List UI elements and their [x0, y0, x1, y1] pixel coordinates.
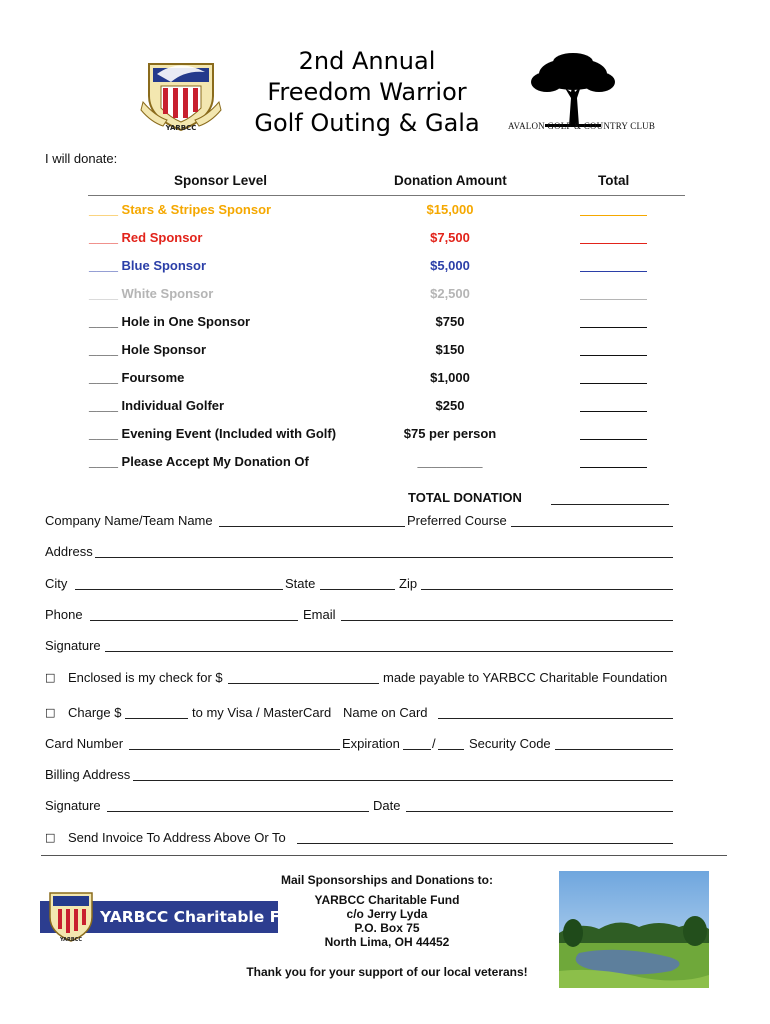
invoice-row — [45, 830, 675, 848]
charge-card-text: to my Visa / MasterCard — [192, 705, 332, 720]
name-on-card-label: Name on Card — [343, 705, 428, 720]
card-number-label: Card Number — [45, 736, 124, 751]
row-total-field[interactable] — [580, 258, 647, 272]
header-sponsor-level: Sponsor Level — [174, 173, 268, 188]
fund-crest-text: YARBCC — [59, 937, 83, 943]
billing-row — [45, 767, 675, 785]
city-label: City — [45, 576, 68, 591]
title-line: Freedom Warrior — [267, 78, 467, 106]
footer-divider — [41, 855, 727, 856]
total-donation-field[interactable] — [551, 491, 669, 505]
row-total-field[interactable] — [580, 370, 647, 384]
sponsor-level-label[interactable]: ____ Please Accept My Donation Of — [89, 454, 309, 469]
security-code-label: Security Code — [469, 736, 551, 751]
donation-amount: $250 — [435, 398, 465, 413]
sponsor-level-label[interactable]: ____ Blue Sponsor — [89, 258, 207, 273]
date-field[interactable] — [406, 811, 673, 812]
email-label: Email — [303, 607, 336, 622]
sponsor-row — [89, 342, 679, 360]
state-label: State — [285, 576, 316, 591]
check-label: Enclosed is my check for $ — [68, 670, 223, 685]
donation-amount: $5,000 — [430, 258, 470, 273]
state-field[interactable] — [320, 589, 395, 590]
row-total-field[interactable] — [580, 230, 647, 244]
billing-address-label: Billing Address — [45, 767, 131, 782]
invoice-checkbox[interactable]: □ — [45, 831, 56, 844]
city-state-zip-row — [45, 576, 675, 594]
signature-field[interactable] — [105, 651, 673, 652]
signature-2-field[interactable] — [107, 811, 369, 812]
sponsor-level-label[interactable]: ____ Hole Sponsor — [89, 342, 207, 357]
donation-amount: $75 per person — [403, 426, 497, 441]
company-course-row — [45, 513, 675, 531]
sponsor-row — [89, 370, 679, 388]
row-total-field[interactable] — [580, 454, 647, 468]
company-name-field[interactable] — [219, 526, 405, 527]
row-total-field[interactable] — [580, 398, 647, 412]
donation-amount: $750 — [435, 314, 465, 329]
sponsor-level-label[interactable]: ____ White Sponsor — [89, 286, 214, 301]
thanks-text: Thank you for your support of our local veterans! — [246, 965, 528, 979]
sponsor-row — [89, 230, 679, 248]
intro-text: I will donate: — [45, 151, 118, 166]
club-name: AVALON GOLF & COUNTRY CLUB — [508, 121, 656, 131]
address-label: Address — [45, 544, 93, 559]
donation-amount: $7,500 — [430, 230, 470, 245]
security-code-field[interactable] — [555, 749, 673, 750]
donation-amount: $150 — [435, 342, 465, 357]
oak-tree-logo — [525, 52, 621, 128]
sponsor-level-label[interactable]: ____ Evening Event (Included with Golf) — [89, 426, 337, 441]
preferred-course-label: Preferred Course — [407, 513, 507, 528]
mail-heading: Mail Sponsorships and Donations to: — [280, 873, 493, 887]
header-donation-amount: Donation Amount — [394, 173, 507, 188]
mail-address-line: c/o Jerry Lyda — [346, 907, 428, 921]
zip-label: Zip — [399, 576, 418, 591]
yarbcc-crest-logo — [141, 52, 221, 134]
city-field[interactable] — [75, 589, 283, 590]
donation-amount: $2,500 — [430, 286, 470, 301]
mail-address-line: YARBCC Charitable Fund — [314, 893, 460, 907]
expiration-month-field[interactable] — [403, 749, 431, 750]
sponsor-level-label[interactable]: ____ Foursome — [89, 370, 185, 385]
title-line: Golf Outing & Gala — [254, 109, 480, 137]
header-total: Total — [598, 173, 630, 188]
sponsor-row — [89, 202, 679, 220]
sponsor-row — [89, 258, 679, 276]
zip-field[interactable] — [421, 589, 673, 590]
billing-address-field[interactable] — [133, 780, 673, 781]
row-total-field[interactable] — [580, 314, 647, 328]
crest-text: YARBCC — [165, 124, 197, 132]
sponsor-row — [89, 398, 679, 416]
charge-row — [45, 705, 675, 723]
mail-address-line: North Lima, OH 44452 — [324, 935, 450, 949]
phone-field[interactable] — [90, 620, 298, 621]
sponsor-row — [89, 314, 679, 332]
header-divider — [88, 195, 685, 196]
name-on-card-field[interactable] — [438, 718, 673, 719]
row-total-field[interactable] — [580, 426, 647, 440]
mail-address-line: P.O. Box 75 — [354, 921, 420, 935]
address-row — [45, 544, 675, 562]
expiration-label: Expiration — [342, 736, 400, 751]
signature-date-row — [45, 798, 675, 816]
address-field[interactable] — [95, 557, 673, 558]
phone-label: Phone — [45, 607, 83, 622]
signature-2-label: Signature — [45, 798, 101, 813]
company-name-label: Company Name/Team Name — [45, 513, 213, 528]
title-line: 2nd Annual — [298, 47, 436, 75]
sponsor-level-label[interactable]: ____ Hole in One Sponsor — [89, 314, 251, 329]
sponsor-row — [89, 286, 679, 304]
total-donation-label: TOTAL DONATION — [408, 490, 522, 505]
sponsor-level-label[interactable]: ____ Stars & Stripes Sponsor — [89, 202, 272, 217]
invoice-address-field[interactable] — [297, 843, 673, 844]
sponsor-level-label[interactable]: ____ Individual Golfer — [89, 398, 225, 413]
date-label: Date — [373, 798, 401, 813]
invoice-label: Send Invoice To Address Above Or To — [68, 830, 286, 845]
event-title — [236, 46, 498, 139]
sponsor-row — [89, 426, 679, 444]
expiration-year-field[interactable] — [438, 749, 464, 750]
email-field[interactable] — [341, 620, 673, 621]
sponsor-row — [89, 454, 679, 472]
charge-amount-field[interactable] — [125, 718, 188, 719]
fund-logo-text: YARBCC Charitable Fund — [100, 908, 313, 926]
row-total-field[interactable] — [580, 286, 647, 300]
row-total-field[interactable] — [580, 202, 647, 216]
row-total-field[interactable] — [580, 342, 647, 356]
card-number-row — [45, 736, 675, 754]
signature-row — [45, 638, 675, 656]
donation-amount: $15,000 — [426, 202, 474, 217]
phone-email-row — [45, 607, 675, 625]
charge-checkbox[interactable]: □ — [45, 706, 56, 719]
signature-label: Signature — [45, 638, 101, 653]
preferred-course-field[interactable] — [511, 526, 673, 527]
check-payable-text: made payable to YARBCC Charitable Foundation — [383, 670, 668, 685]
check-row — [45, 670, 675, 688]
donation-amount: $1,000 — [430, 370, 470, 385]
card-number-field[interactable] — [129, 749, 340, 750]
check-amount-field[interactable] — [228, 683, 379, 684]
golf-course-photo — [559, 871, 709, 988]
charge-label: Charge $ — [68, 705, 122, 720]
sponsor-level-label[interactable]: ____ Red Sponsor — [89, 230, 203, 245]
check-checkbox[interactable]: □ — [45, 671, 56, 684]
expiration-separator: / — [432, 736, 436, 751]
donation-amount: _________ — [417, 454, 483, 469]
